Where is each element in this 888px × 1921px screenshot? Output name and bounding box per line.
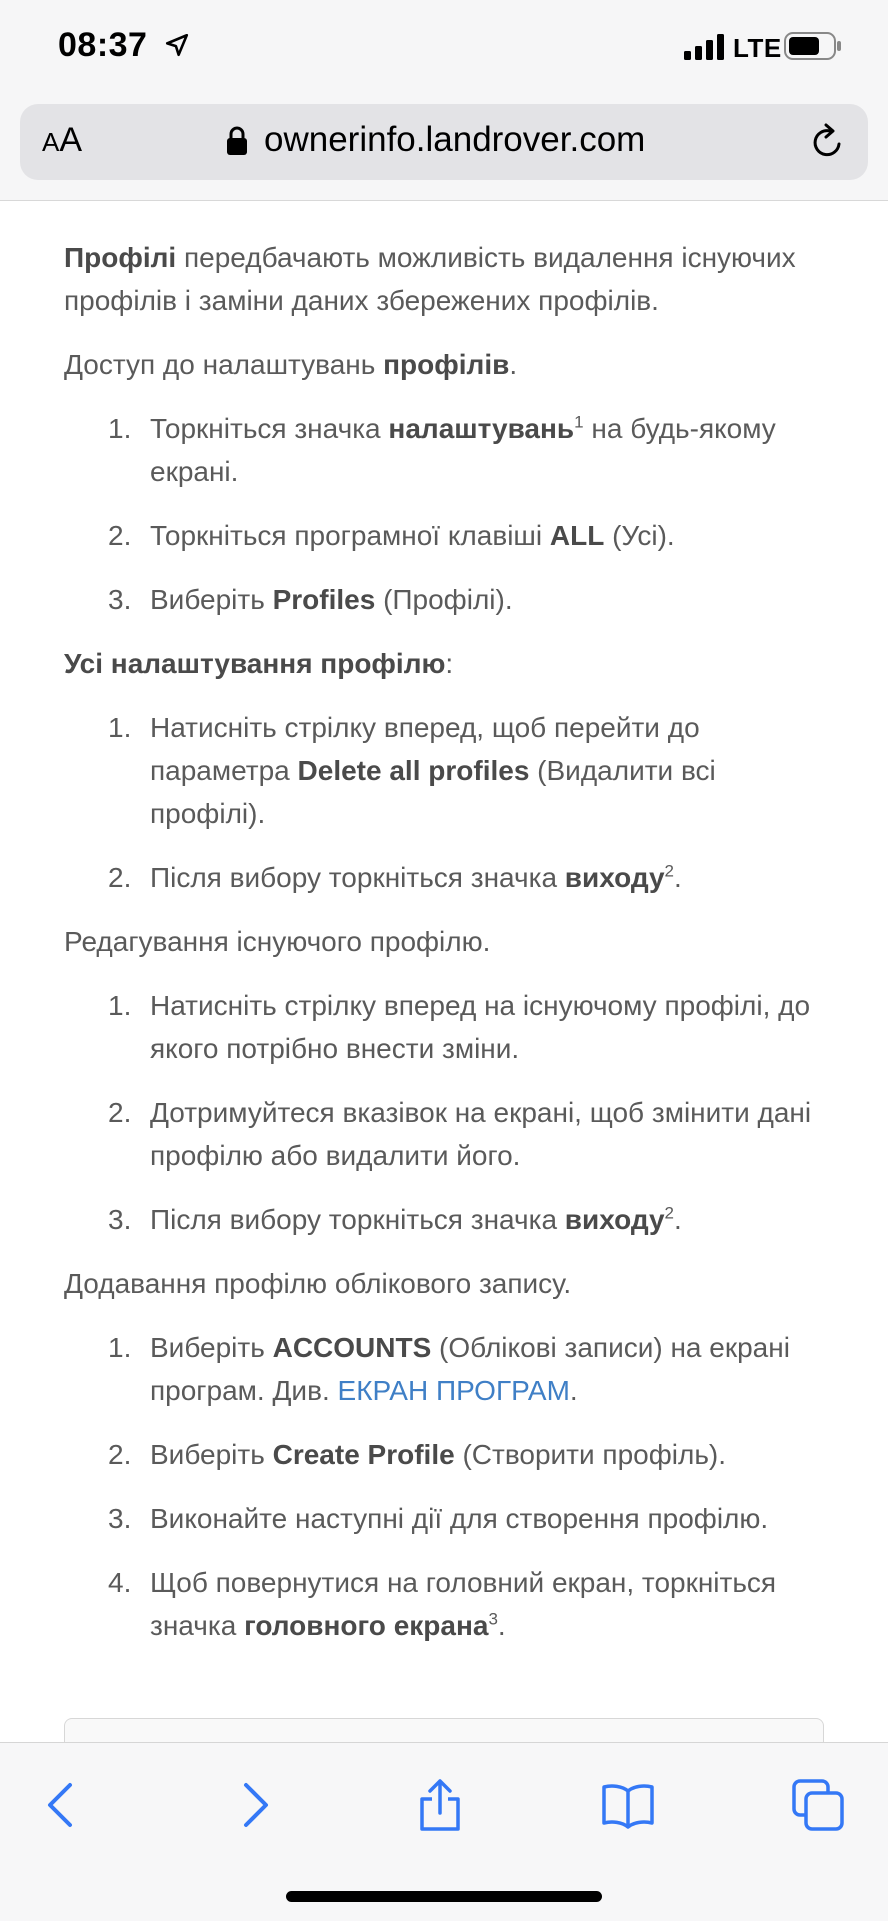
browser-top-chrome [0, 0, 888, 201]
reload-icon[interactable] [808, 122, 848, 162]
list-item: 2. Торкніться програмної клавіші ALL (Усі). [108, 520, 675, 551]
all-profile-settings-heading: Усі налаштування профілю: [64, 648, 454, 679]
url-text[interactable]: ownerinfo.landrover.com [264, 120, 646, 159]
apps-screen-link[interactable]: ЕКРАН ПРОГРАМ [337, 1375, 570, 1406]
forward-chevron-icon[interactable] [226, 1777, 282, 1833]
back-chevron-icon[interactable] [34, 1777, 90, 1833]
list-item: 2. Після вибору торкніться значка виходу$^2$. [108, 861, 682, 893]
article-content [64, 236, 834, 1668]
edit-steps-list [64, 984, 834, 1241]
list-item: 3. Виберіть Profiles (Профілі). [108, 584, 513, 615]
text-size-button[interactable]: AA [42, 121, 83, 159]
list-item: 2. Дотримуйтеся вказівок на екрані, щоб змінити дані профілю або видалити його. [108, 1097, 812, 1171]
list-item: 3. Виконайте наступні дії для створення профілю. [108, 1503, 769, 1534]
edit-profile-paragraph: Редагування існуючого профілю. [64, 926, 491, 957]
list-item: 1. Натисніть стрілку вперед на існуючому профілі, до якого потрібно внести зміни. [108, 990, 811, 1064]
share-icon[interactable] [412, 1777, 468, 1833]
lock-icon [226, 126, 248, 156]
status-time: 08:37 [58, 26, 148, 64]
list-item: 1. Виберіть ACCOUNTS (Облікові записи) на екрані програм. Див. ЕКРАН ПРОГРАМ. [108, 1332, 790, 1406]
location-arrow-icon [164, 32, 190, 58]
bookmarks-book-icon[interactable] [600, 1777, 656, 1833]
list-item: 2. Виберіть Create Profile (Створити профіль). [108, 1439, 727, 1470]
battery-icon [784, 32, 842, 60]
add-account-profile-paragraph: Додавання профілю облікового запису. [64, 1268, 572, 1299]
address-bar[interactable] [20, 104, 868, 180]
tabs-icon[interactable] [790, 1777, 846, 1833]
list-item: 4. Щоб повернутися на головний екран, торкніться значка головного екрана$^3$. [108, 1567, 777, 1641]
list-item: 3. Після вибору торкніться значка виходу$^2$. [108, 1203, 682, 1235]
access-steps-list [64, 407, 834, 621]
list-item: 1. Торкніться значка налаштувань$^1$ на будь-якому екрані. [108, 412, 776, 487]
delete-steps-list [64, 706, 834, 899]
access-settings-paragraph: Доступ до налаштувань профілів. [64, 349, 518, 380]
home-indicator [286, 1891, 602, 1902]
cellular-signal-icon [684, 34, 724, 60]
add-steps-list [64, 1326, 834, 1647]
status-bar [0, 0, 888, 96]
list-item: 1. Натисніть стрілку вперед, щоб перейти до параметра Delete all profiles (Видалити всі профілі). [108, 712, 716, 829]
intro-paragraph: Профілі передбачають можливість видалення існуючих профілів і заміни даних збережених профілів. [64, 242, 796, 316]
network-type: LTE [733, 33, 782, 63]
